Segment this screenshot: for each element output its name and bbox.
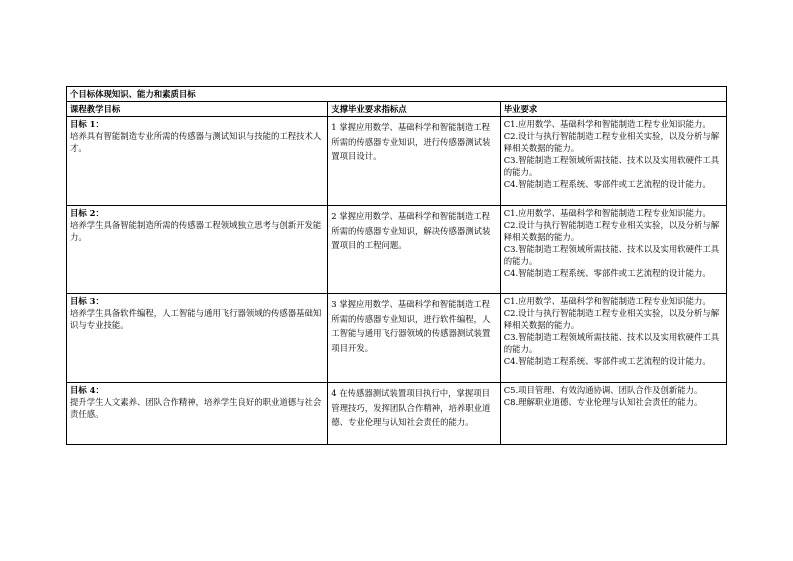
requirement-cell	[500, 206, 726, 294]
goal-description: 培养学生具备软件编程，人工智能与通用飞行器领域的传感器基础知识与专业技能。	[70, 308, 322, 330]
table-row	[67, 294, 727, 383]
header-course-goal: 课程教学目标	[67, 102, 328, 117]
requirement-item: C1.应用数学、基础科学和智能制造工程专业知识能力。	[503, 208, 711, 218]
requirement-item: C4.智能制造工程系统、零部件或工艺流程的设计能力。	[503, 356, 711, 366]
requirement-item: C5.项目管理、有效沟通协调、团队合作及创新能力。	[503, 385, 703, 395]
header-row	[67, 102, 727, 117]
table-caption: 个目标体现知识、能力和素质目标	[67, 87, 727, 102]
goal-cell	[67, 383, 328, 445]
table-row	[67, 117, 727, 206]
requirement-item: C3.智能制造工程领域所需技能、技术以及实用软硬件工具的能力。	[503, 155, 720, 177]
requirement-item: C4.智能制造工程系统、零部件或工艺流程的设计能力。	[503, 179, 711, 189]
requirement-cell	[500, 294, 726, 383]
requirement-item: C2.设计与执行智能制造工程专业相关实验，以及分析与解释相关数据的能力。	[503, 131, 720, 153]
goal-description: 培养学生具备智能制造所需的传感器工程领域独立思考与创新开发能力。	[70, 220, 322, 242]
indicator-cell: 3 掌握应用数学、基础科学和智能制造工程所需的传感器专业知识，进行软件编程，人工智能与通用飞行器领域的传感器测试装置项目开发。	[328, 294, 500, 383]
header-requirement: 毕业要求	[500, 102, 726, 117]
requirement-cell	[500, 117, 726, 206]
requirement-item: C4.智能制造工程系统、零部件或工艺流程的设计能力。	[503, 268, 711, 278]
requirement-item: C1.应用数学、基础科学和智能制造工程专业知识能力。	[503, 296, 711, 306]
table-row	[67, 206, 727, 294]
indicator-cell: 2 掌握应用数学、基础科学和智能制造工程所需的传感器专业知识，解决传感器测试装置项目的工程问题。	[328, 206, 500, 294]
indicator-cell: 1 掌握应用数学、基础科学和智能制造工程所需的传感器专业知识，进行传感器测试装置项目设计。	[328, 117, 500, 206]
goal-title: 目标 1：	[70, 119, 104, 129]
goal-description: 提升学生人文素养、团队合作精神，培养学生良好的职业道德与社会责任感。	[70, 397, 322, 419]
indicator-cell: 4 在传感器测试装置项目执行中，掌握项目管理技巧，发挥团队合作精神，培养职业道德、专业伦理与认知社会责任的能力。	[328, 383, 500, 445]
goal-cell	[67, 206, 328, 294]
goals-table	[66, 86, 727, 445]
requirement-item: C3.智能制造工程领域所需技能、技术以及实用软硬件工具的能力。	[503, 244, 720, 266]
caption-row	[67, 87, 727, 102]
requirement-item: C2.设计与执行智能制造工程专业相关实验，以及分析与解释相关数据的能力。	[503, 308, 720, 330]
requirement-item: C1.应用数学、基础科学和智能制造工程专业知识能力。	[503, 119, 711, 129]
header-indicator: 支撑毕业要求指标点	[328, 102, 500, 117]
requirement-item: C8.理解职业道德、专业伦理与认知社会责任的能力。	[503, 397, 703, 407]
goal-title: 目标 4：	[70, 385, 104, 395]
goal-description: 培养具有智能制造专业所需的传感器与测试知识与技能的工程技术人才。	[70, 131, 322, 153]
goal-title: 目标 3：	[70, 296, 104, 306]
goal-cell	[67, 294, 328, 383]
table-row	[67, 383, 727, 445]
requirement-item: C3.智能制造工程领域所需技能、技术以及实用软硬件工具的能力。	[503, 332, 720, 354]
requirement-cell	[500, 383, 726, 445]
goal-cell	[67, 117, 328, 206]
requirement-item: C2.设计与执行智能制造工程专业相关实验，以及分析与解释相关数据的能力。	[503, 220, 720, 242]
goal-title: 目标 2：	[70, 208, 104, 218]
